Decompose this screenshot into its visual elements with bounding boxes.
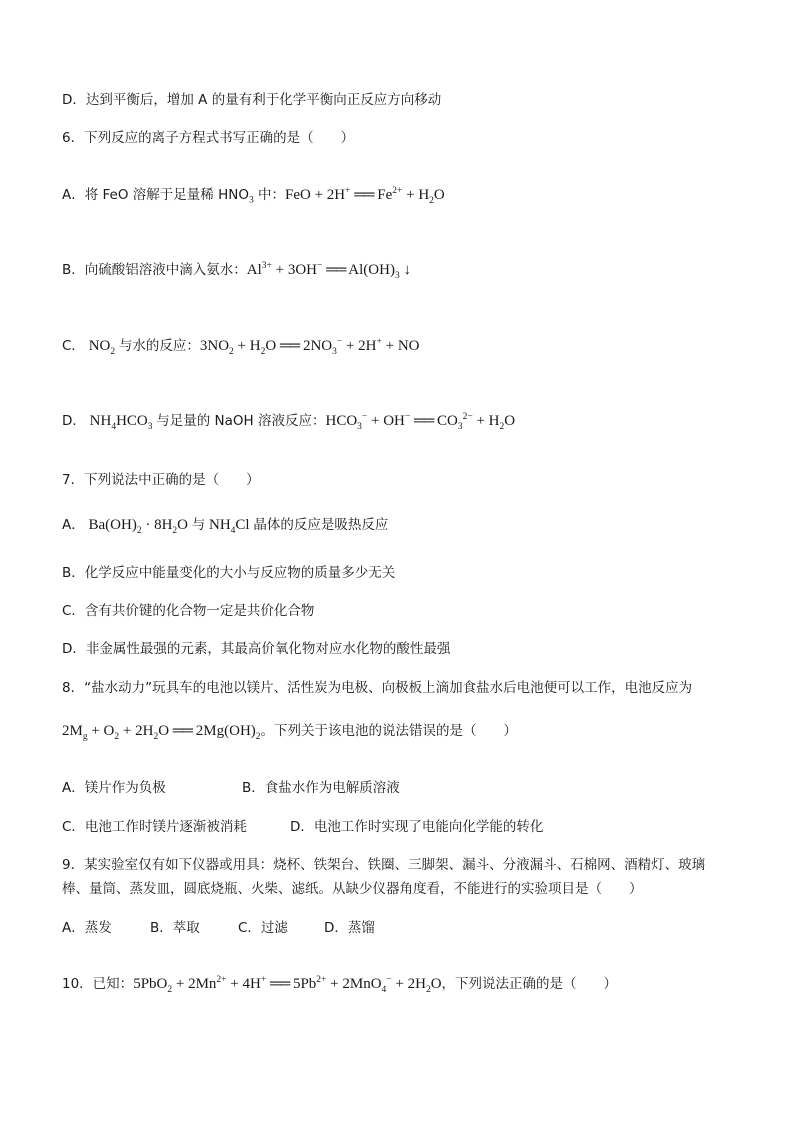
q6-option-c-equation: $3NO_2 + H_2O$ ══ $2NO_3^- + 2H^+$ + NO (199, 337, 420, 357)
q9-option-d: D．蒸馏 (324, 920, 375, 936)
q9-option-a: A．蒸发 (62, 920, 112, 936)
q6-stem: 6．下列反应的离子方程式书写正确的是（ ） (62, 130, 355, 146)
q7-option-a-and: 与 (191, 517, 206, 533)
q6-option-d-formula: $NH_4HCO_3$ (85, 413, 153, 432)
q6-option-b-text: B．向硫酸铝溶液中滴入氨水： (62, 262, 247, 278)
q7-option-d: D．非金属性最强的元素，其最高价氧化物对应水化物的酸性最强 (62, 641, 451, 657)
q8-option-b: B．食盐水作为电解质溶液 (242, 780, 400, 796)
q8-option-c: C．电池工作时镁片逐渐被消耗 (62, 819, 247, 835)
q10-stem-prefix: 10．已知： (62, 976, 134, 992)
q6-option-a-text: A．将 FeO 溶解于足量稀 HNO (62, 187, 249, 203)
q6-option-d-equation: $HCO_3^- + OH^-$ ══ $CO_3^{2-} + H_2O$ (325, 412, 516, 432)
q6-option-a-equation: FeO + 2H+ ══ $Fe^{2+} + H_2O$ (285, 186, 445, 206)
q7-option-b: B．化学反应中能量变化的大小与反应物的质量多少无关 (62, 565, 396, 581)
q6-option-a-mid: 中： (253, 187, 285, 203)
q6-option-d (62, 411, 515, 431)
q6-option-c-text: 与水的反应： (118, 338, 200, 354)
q7-option-c: C．含有共价键的化合物一定是共价化合物 (62, 603, 315, 619)
q6-option-b (62, 260, 411, 280)
q7-option-a-prefix: A． (62, 517, 85, 533)
q8-option-a: A．镁片作为负极 (62, 780, 166, 796)
q7-option-a-text: 晶体的反应是吸热反应 (253, 517, 389, 533)
q7-stem: 7．下列说法中正确的是（ ） (62, 472, 260, 488)
q9-option-b: B．萃取 (150, 920, 200, 936)
q10-equation: $5PbO_2 + 2Mn^{2+} + 4H^+$ ══ $5Pb^{2+} + 2MnO_4^- + 2H_2O$ (133, 975, 442, 995)
q5-option-d: D．达到平衡后，增加 A 的量有利于化学平衡向正反应方向移动 (62, 92, 442, 108)
q7-option-a (62, 515, 388, 535)
q6-option-c (62, 336, 420, 356)
q6-option-b-equation: $Al^{3+} + 3OH^-$ ══ $Al(OH)_3$ ↓ (246, 261, 411, 281)
q8-option-d: D．电池工作时实现了电能向化学能的转化 (290, 819, 544, 835)
q7-option-a-formula: $Ba(OH)_2 \cdot 8H_2O$ (84, 517, 192, 536)
q8-stem-line-2 (62, 721, 517, 741)
q6-option-c-prefix: C． (62, 338, 85, 354)
q9-option-c: C．过滤 (238, 920, 288, 936)
q6-option-c-formula: $NO_2$ (84, 338, 116, 357)
q10-stem-suffix: ，下列说法正确的是（ ） (441, 976, 618, 992)
q6-option-d-text: 与足量的 NaOH 溶液反应： (156, 413, 326, 429)
q7-option-a-formula-2: $NH_4Cl$ (205, 517, 254, 536)
q8-stem-line-1: 8．“盐水动力”玩具车的电池以镁片、活性炭为电极、向极板上滴加食盐水后电池便可以工作，电池反应为 (62, 680, 693, 696)
q8-equation: $2M_g + O_2 + 2H_2O$ ══ $2Mg(OH)_2$ (62, 723, 261, 742)
q10-stem (62, 974, 617, 994)
q6-option-a-sub: 3 (248, 195, 254, 206)
q6-option-a (62, 185, 445, 205)
q9-stem-line-2: 棒、量筒、蒸发皿，圆底烧瓶、火柴、滤纸。从缺少仪器角度看，不能进行的实验项目是（ ） (62, 881, 643, 897)
q9-stem-line-1: 9．某实验室仅有如下仪器或用具：烧杯、铁架台、铁圈、三脚架、漏斗、分液漏斗、石棉网、酒精灯、玻璃 (62, 857, 706, 873)
q8-stem-line-2-text: 。下列关于该电池的说法错误的是（ ） (260, 723, 518, 739)
q6-option-d-prefix: D． (62, 413, 86, 429)
